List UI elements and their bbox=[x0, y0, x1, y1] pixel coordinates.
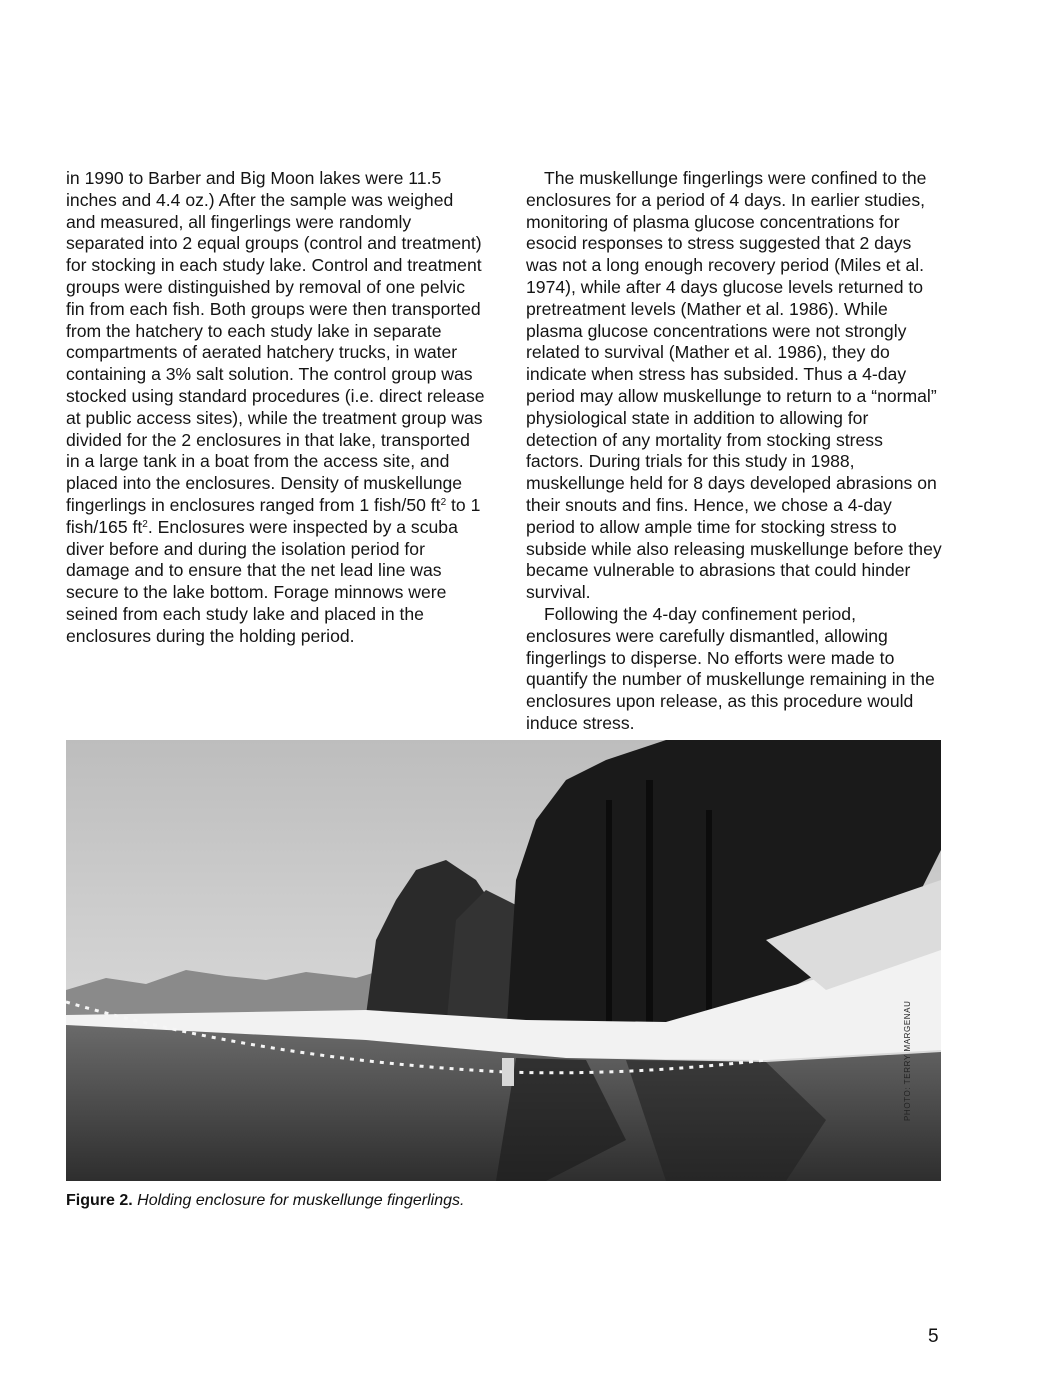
right-paragraph-2: Following the 4-day confinement period, enclosures were carefully dismantled, allowing fingerlings to disperse. No efforts were made to quantify the number of muskellunge remaining in the enclosures upon release, as this procedure would induce stress. bbox=[526, 603, 935, 733]
enclosure-photo bbox=[66, 740, 941, 1181]
lake-scene-image bbox=[66, 740, 941, 1181]
figure-caption-text: Holding enclosure for muskellunge fingerlings. bbox=[137, 1192, 465, 1209]
figure-label: Figure 2. bbox=[66, 1192, 133, 1209]
left-paragraph: in 1990 to Barber and Big Moon lakes were 11.5 inches and 4.4 oz.) After the sample was weighed and measured, all fingerlings were randomly separated into 2 equal groups (control and treatment) for stocking in each study lake. Control and treatment groups were distinguished by removal of one pelvic fin from each fish. Both groups were then transported from the hatchery to each study lake in separate compartments of aerated hatchery trucks, in water containing a 3% salt solution. The control group was stocked using standard procedures (i.e. direct release at public access sites), while the treatment group was divided for the 2 enclosures in that lake, transported in a large tank in a boat from the access site, and placed into the enclosures. Density of muskellunge fingerlings in enclosures ranged from 1 fish/50 $ft^2$ to 1 fish/165 $ft^2$. Enclosures were inspected by a scuba diver before and during the isolation period for damage and to ensure that the net lead line was secure to the lake bottom. Forage minnows were seined from each study lake and placed in the enclosures during the holding period. bbox=[66, 168, 485, 646]
right-paragraph-1: The muskellunge fingerlings were confined to the enclosures for a period of 4 days. In earlier studies, monitoring of plasma glucose concentrations for esocid responses to stress suggested that 2 days was not a long enough recovery period (Miles et al. 1974), while after 4 days glucose levels returned to pretreatment levels (Mather et al. 1986). While plasma glucose concentrations were not strongly related to survival (Mather et al. 1986), they do indicate when stress has subsided. Thus a 4-day period may allow muskellunge to return to a “normal” physiological state in addition to allowing for detection of any mortality from stocking stress factors. During trials for this study in 1988, muskellunge held for 8 days developed abrasions on their snouts and fins. Hence, we chose a 4-day period to allow ample time for stocking stress to subside while also releasing muskellunge before they became vulnerable to abrasions that could hinder survival. bbox=[526, 168, 942, 603]
page-number: 5 bbox=[928, 1326, 939, 1347]
right-text-column bbox=[526, 168, 944, 735]
figure-caption bbox=[66, 1192, 464, 1210]
left-text-column bbox=[66, 168, 486, 648]
photo-credit: PHOTO: TERRY MARGENAU bbox=[903, 1000, 912, 1121]
